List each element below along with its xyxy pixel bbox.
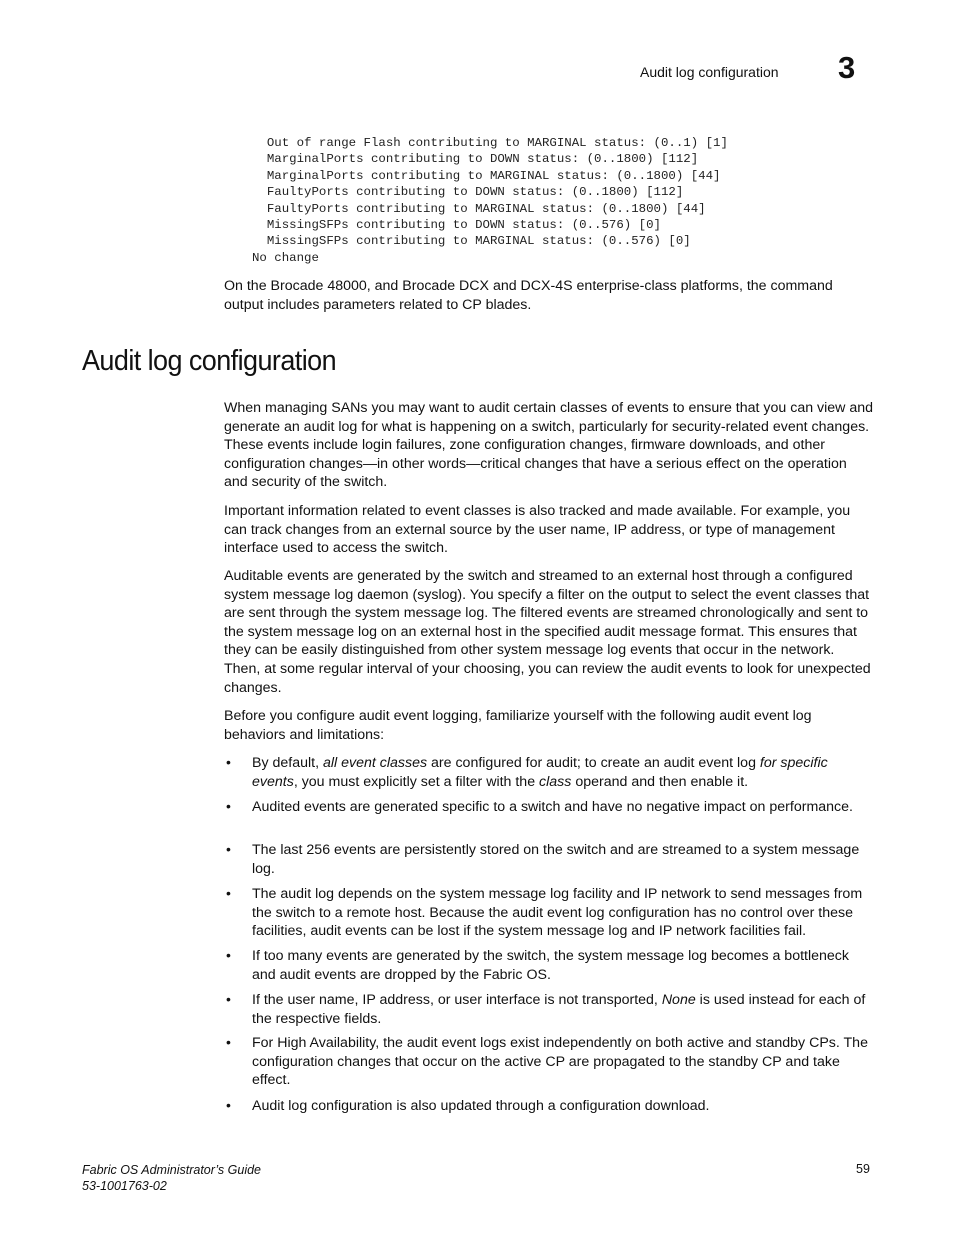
- bullet-item: For High Availability, the audit event logs exist independently on both active and standby CPs. The configuration changes that occur on the active CP are propagated to the standby CP and take effect.: [252, 1035, 868, 1089]
- footer-book-title: Fabric OS Administrator’s Guide: [82, 1163, 261, 1177]
- code-line: MissingSFPs contributing to MARGINAL status: (0..576) [0]: [252, 234, 691, 249]
- bullet-item: If the user name, IP address, or user interface is not transported, None is used instead for each of the respective fields.: [252, 992, 866, 1027]
- bullet-item: If too many events are generated by the switch, the system message log becomes a bottleneck and audit events are dropped by the Fabric OS.: [252, 948, 849, 983]
- bullet-item: The last 256 events are persistently stored on the switch and are streamed to a system message log.: [252, 842, 860, 877]
- footer-doc-number: 53-1001763-02: [82, 1179, 167, 1193]
- paragraph: Auditable events are generated by the switch and streamed to an external host through a configured system message log daemon (syslog). You specify a filter on the output to select the event classes that are sent through the system message log. The filtered events are streamed chronologically and sent to the system message log on an external host in the specified audit message format. This ensures that they can be easily distinguished from other system message log events that occur in the network. Then, at some regular interval of your choosing, you can review the audit events to look for unexpected changes.: [224, 568, 871, 696]
- bullet-item: Audit log configuration is also updated through a configuration download.: [252, 1098, 710, 1114]
- paragraph: Important information related to event classes is also tracked and made available. For example, you can track changes from an external source by the user name, IP address, or type of management interface used to access the switch.: [224, 503, 851, 557]
- page-number: 59: [856, 1162, 870, 1176]
- intro-paragraph: On the Brocade 48000, and Brocade DCX and DCX-4S enterprise-class platforms, the command output includes parameters related to CP blades.: [224, 278, 833, 313]
- bullet-marker: •: [226, 841, 231, 857]
- chapter-number: 3: [838, 50, 856, 85]
- bullet-item: By default, all event classes are configured for audit; to create an audit event log for specific events, you must explicitly set a filter with the class operand and then enable it.: [252, 755, 828, 790]
- code-line: MarginalPorts contributing to MARGINAL status: (0..1800) [44]: [252, 168, 721, 183]
- section-heading: Audit log configuration: [82, 345, 337, 377]
- bullet-marker: •: [226, 754, 231, 770]
- running-header-title: Audit log configuration: [640, 64, 779, 80]
- code-line: MarginalPorts contributing to DOWN status: (0..1800) [112]: [252, 152, 699, 167]
- bullet-item: The audit log depends on the system message log facility and IP network to send messages from the switch to a remote host. Because the audit event log configuration has no control over these facilities, audit events can be lost if the system message log and IP network facilities fail.: [252, 886, 863, 940]
- code-line: FaultyPorts contributing to DOWN status: (0..1800) [112]: [252, 185, 684, 200]
- code-line: Out of range Flash contributing to MARGINAL status: (0..1) [1]: [252, 136, 728, 150]
- code-block: [252, 135, 728, 266]
- bullet-marker: •: [226, 798, 231, 814]
- paragraph: Before you configure audit event logging, familiarize yourself with the following audit event log behaviors and limitations:: [224, 708, 812, 743]
- paragraph: When managing SANs you may want to audit certain classes of events to ensure that you can view and generate an audit log for what is happening on a switch, particularly for security-related event changes. These events include login failures, zone configuration changes, firmware downloads, and other configuration changes—in other words—critical changes that have a serious effect on the operation and security of the switch.: [224, 400, 874, 491]
- bullet-marker: •: [226, 1097, 231, 1113]
- code-line: No change: [252, 250, 319, 265]
- code-line: MissingSFPs contributing to DOWN status: (0..576) [0]: [252, 218, 661, 233]
- code-line: FaultyPorts contributing to MARGINAL status: (0..1800) [44]: [252, 201, 706, 216]
- bullet-marker: •: [226, 947, 231, 963]
- bullet-marker: •: [226, 991, 231, 1007]
- bullet-marker: •: [226, 1034, 231, 1050]
- bullet-item: Audited events are generated specific to a switch and have no negative impact on performance.: [252, 799, 853, 815]
- bullet-marker: •: [226, 885, 231, 901]
